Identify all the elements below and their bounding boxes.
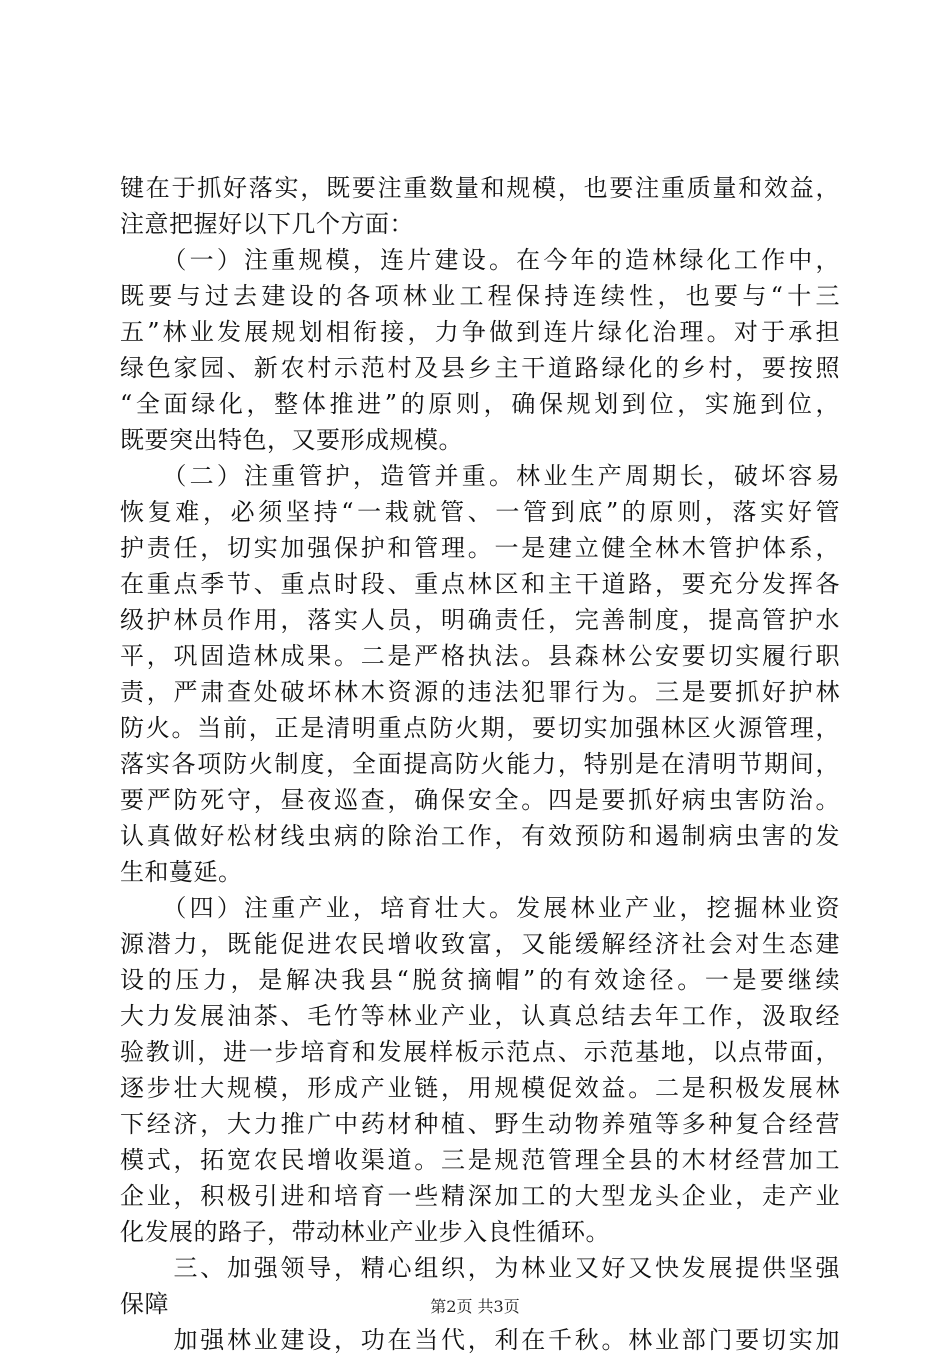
text-line: 级护林员作用，落实人员，明确责任，完善制度，提高管护水 <box>120 606 840 634</box>
text-line: 平，巩固造林成果。二是严格执法。县森林公安要切实履行职 <box>120 642 840 670</box>
text-line: 防火。当前，正是清明重点防火期，要切实加强林区火源管理， <box>120 714 840 742</box>
text-line: 绿色家园、新农村示范村及县乡主干道路绿化的乡村，要按照 <box>120 354 840 382</box>
text-line: 在重点季节、重点时段、重点林区和主干道路，要充分发挥各 <box>120 570 840 598</box>
text-line: “全面绿化，整体推进”的原则，确保规划到位，实施到位， <box>120 390 840 418</box>
text-line: 保障 <box>120 1290 169 1318</box>
text-line: 注意把握好以下几个方面： <box>120 210 414 238</box>
text-line: 认真做好松材线虫病的除治工作，有效预防和遏制病虫害的发 <box>120 822 840 850</box>
text-line: 企业，积极引进和培育一些精深加工的大型龙头企业，走产业 <box>120 1182 840 1210</box>
text-line: 加强林业建设，功在当代，利在千秋。林业部门要切实加 <box>120 1326 840 1354</box>
text-line: 大力发展油茶、毛竹等林业产业，认真总结去年工作，汲取经 <box>120 1002 840 1030</box>
text-line: 既要突出特色，又要形成规模。 <box>120 426 463 454</box>
text-line: （四）注重产业，培育壮大。发展林业产业，挖掘林业资 <box>120 894 840 922</box>
text-line: 模式，拓宽农民增收渠道。三是规范管理全县的木材经营加工 <box>120 1146 840 1174</box>
text-line: 恢复难，必须坚持“一栽就管、一管到底”的原则，落实好管 <box>120 498 840 526</box>
text-line: 键在于抓好落实，既要注重数量和规模，也要注重质量和效益， <box>120 174 840 202</box>
text-line: 下经济，大力推广中药材种植、野生动物养殖等多种复合经营 <box>120 1110 840 1138</box>
text-line: 生和蔓延。 <box>120 858 243 886</box>
text-line: 设的压力，是解决我县“脱贫摘帽”的有效途径。一是要继续 <box>120 966 840 994</box>
text-line: 源潜力，既能促进农民增收致富，又能缓解经济社会对生态建 <box>120 930 840 958</box>
text-line: 责，严肃查处破坏林木资源的违法犯罪行为。三是要抓好护林 <box>120 678 840 706</box>
page-footer: 第2页 共3页 <box>430 1297 520 1316</box>
text-line: 要严防死守，昼夜巡查，确保安全。四是要抓好病虫害防治。 <box>120 786 840 814</box>
text-line: 逐步壮大规模，形成产业链，用规模促效益。二是积极发展林 <box>120 1074 840 1102</box>
body-text <box>120 170 840 1358</box>
text-line: （二）注重管护，造管并重。林业生产周期长，破坏容易 <box>120 462 840 490</box>
text-line: 既要与过去建设的各项林业工程保持连续性，也要与“十三 <box>120 282 840 310</box>
text-line: 验教训，进一步培育和发展样板示范点、示范基地，以点带面， <box>120 1038 840 1066</box>
text-line: 三、加强领导，精心组织，为林业又好又快发展提供坚强 <box>120 1254 840 1282</box>
text-line: 护责任，切实加强保护和管理。一是建立健全林木管护体系， <box>120 534 840 562</box>
text-line: 化发展的路子，带动林业产业步入良性循环。 <box>120 1218 610 1246</box>
text-line: 五”林业发展规划相衔接，力争做到连片绿化治理。对于承担 <box>120 318 840 346</box>
text-line: 落实各项防火制度，全面提高防火能力，特别是在清明节期间， <box>120 750 840 778</box>
text-line: （一）注重规模，连片建设。在今年的造林绿化工作中， <box>120 246 840 274</box>
